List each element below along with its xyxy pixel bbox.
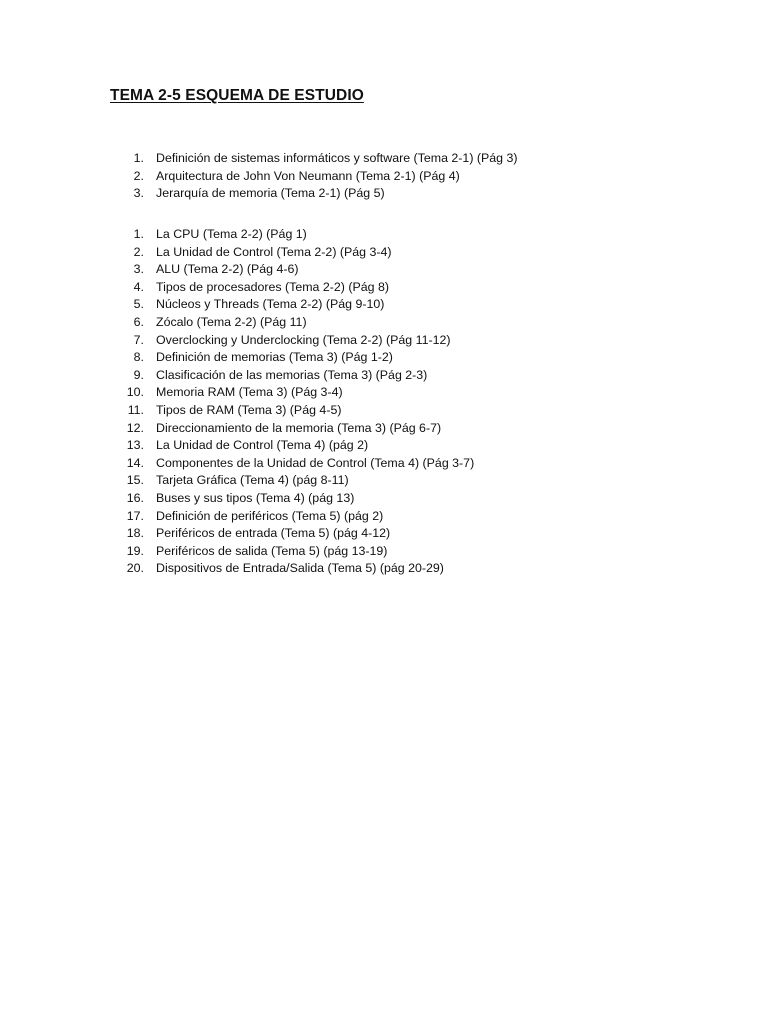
list-item-text: La CPU (Tema 2-2) (Pág 1): [156, 227, 307, 241]
list-item-number: 4.: [133, 279, 144, 294]
list-item-number: 2.: [133, 244, 144, 259]
list-item-text: Componentes de la Unidad de Control (Tema 4) (Pág 3-7): [156, 455, 475, 470]
list-item-text: Periféricos de salida (Tema 5) (pág 13-19): [156, 543, 388, 558]
list-item-text: Jerarquía de memoria (Tema 2-1) (Pág 5): [156, 186, 385, 201]
list-item-number: 6.: [133, 314, 144, 329]
list-item-number: 3.: [133, 186, 144, 201]
list-item-number: 1.: [133, 151, 144, 165]
list-item-text: Buses y sus tipos (Tema 4) (pág 13): [156, 490, 355, 505]
list-item-number: 12.: [126, 420, 144, 435]
list-item-number: 13.: [126, 438, 144, 453]
list-item-number: 11.: [127, 402, 144, 417]
list-item-text: Overclocking y Underclocking (Tema 2-2) (Pág 11-12): [156, 332, 451, 347]
list-item-text: Arquitectura de John Von Neumann (Tema 2-1) (Pág 4): [156, 168, 460, 183]
list-item-number: 19.: [126, 543, 144, 558]
list-item-text: Memoria RAM (Tema 3) (Pág 3-4): [156, 385, 343, 400]
list-item-text: Dispositivos de Entrada/Salida (Tema 5) (pág 20-29): [156, 561, 444, 576]
list-item-number: 7.: [133, 332, 144, 347]
list-item-number: 3.: [133, 262, 144, 277]
list-item-text: Clasificación de las memorias (Tema 3) (Pág 2-3): [156, 367, 428, 382]
list-item-text: Definición de sistemas informáticos y software (Tema 2-1) (Pág 3): [156, 151, 518, 165]
list-item-number: 15.: [126, 473, 144, 488]
list-item-text: Definición de periféricos (Tema 5) (pág 2): [156, 508, 384, 523]
list-item-number: 14.: [126, 455, 144, 470]
list-item-number: 2.: [133, 168, 144, 183]
list-item-text: Tarjeta Gráfica (Tema 4) (pág 8-11): [156, 473, 349, 488]
list-item-number: 17.: [126, 508, 144, 523]
list-item-number: 10.: [126, 385, 144, 400]
list-item-number: 18.: [126, 526, 144, 541]
list-item-text: Tipos de RAM (Tema 3) (Pág 4-5): [156, 402, 342, 417]
list-item-text: Definición de memorias (Tema 3) (Pág 1-2): [156, 350, 393, 365]
list-item-number: 9.: [133, 367, 144, 382]
document-title: TEMA 2-5 ESQUEMA DE ESTUDIO: [110, 87, 364, 104]
list-item-number: 1.: [133, 227, 144, 241]
list-item-number: 16.: [126, 490, 144, 505]
list-item-text: La Unidad de Control (Tema 2-2) (Pág 3-4): [156, 244, 392, 259]
list-item-text: Periféricos de entrada (Tema 5) (pág 4-12): [156, 526, 391, 541]
list-item-number: 20.: [126, 561, 144, 576]
list-item-text: Zócalo (Tema 2-2) (Pág 11): [156, 314, 307, 329]
list-item-text: Direccionamiento de la memoria (Tema 3) (Pág 6-7): [156, 420, 442, 435]
list-item-number: 5.: [133, 297, 144, 312]
list-item-text: Tipos de procesadores (Tema 2-2) (Pág 8): [156, 279, 390, 294]
list-item-number: 8.: [133, 350, 144, 365]
list-item-text: Núcleos y Threads (Tema 2-2) (Pág 9-10): [156, 297, 385, 312]
list-item-text: La Unidad de Control (Tema 4) (pág 2): [156, 438, 369, 453]
list-item-text: ALU (Tema 2-2) (Pág 4-6): [156, 262, 299, 277]
